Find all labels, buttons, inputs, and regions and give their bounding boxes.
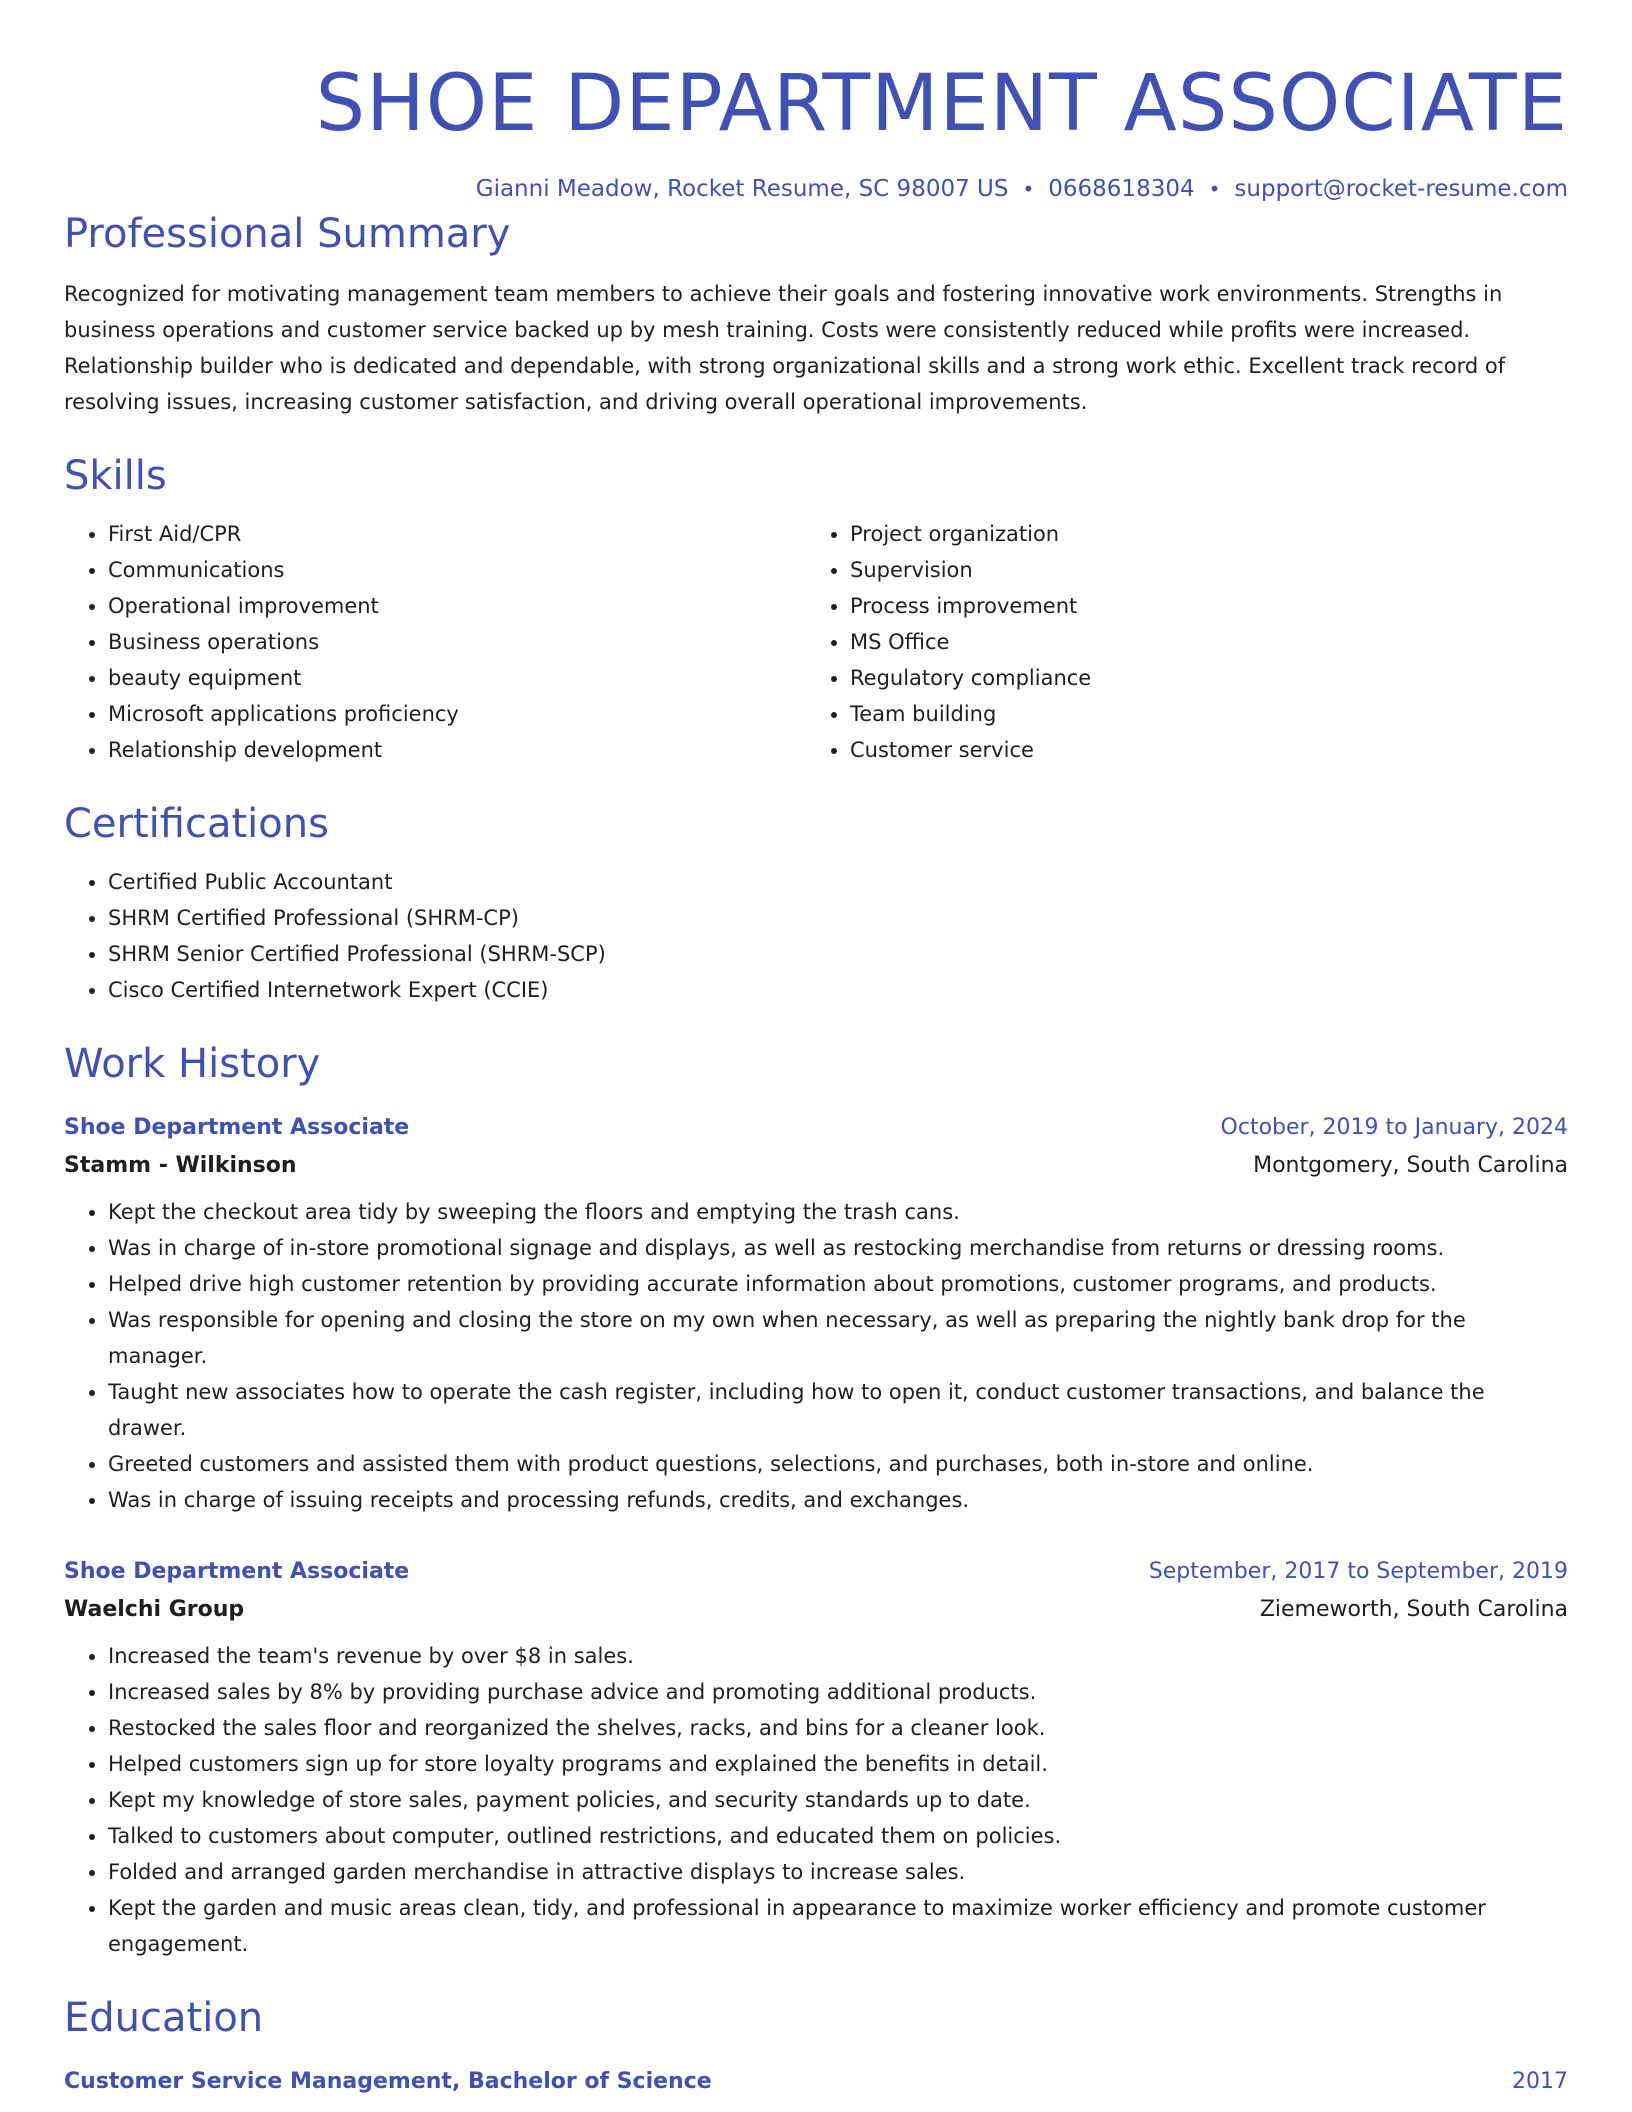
job-location: Montgomery, South Carolina: [1253, 1153, 1568, 1178]
job-bullet: • Kept the garden and music areas clean, tidy, and professional in appearance to maximize worker efficiency and promote customer engagement.: [108, 1890, 1568, 1962]
education-heading: Education: [64, 1995, 264, 2041]
education-section: [64, 1990, 1568, 2100]
summary-text: Recognized for motivating management team members to achieve their goals and fostering innovative work environments. Strengths in business operations and customer service backed up by mesh training. Costs were consistently reduced while profits were increased. Relationship builder who is dedicated and dependable, with strong organizational skills and a strong work ethic. Excellent track record of resolving issues, increasing customer satisfaction, and driving overall operational improvements.: [64, 282, 1506, 414]
job-dates: September, 2017 to September, 2019: [1148, 1559, 1568, 1584]
job-title-row: [64, 1110, 1568, 1146]
job-entry: [64, 1110, 1568, 1518]
job-company: Stamm - Wilkinson: [64, 1153, 297, 1178]
skill-item: • MS Office: [850, 624, 1548, 660]
contact-address: Gianni Meadow, Rocket Resume, SC 98007 US: [475, 176, 1009, 202]
certifications-list: [64, 864, 1568, 1008]
job-bullet: • Increased sales by 8% by providing purchase advice and promoting additional products.: [108, 1674, 1568, 1710]
job-bullet: • Taught new associates how to operate the cash register, including how to open it, conduct customer transactions, and balance the drawer.: [108, 1374, 1568, 1446]
job-bullet: • Talked to customers about computer, outlined restrictions, and educated them on policies.: [108, 1818, 1568, 1854]
job-title: Shoe Department Associate: [64, 1559, 410, 1584]
job-bullet: • Was responsible for opening and closing the store on my own when necessary, as well as preparing the nightly bank drop for the manager.: [108, 1302, 1568, 1374]
contact-phone: 0668618304: [1048, 176, 1195, 202]
job-title: Shoe Department Associate: [64, 1115, 410, 1140]
summary-heading: Professional Summary: [64, 211, 511, 257]
contact-separator: •: [1022, 177, 1035, 201]
skill-item: • Operational improvement: [108, 588, 806, 624]
skill-item: • beauty equipment: [108, 660, 806, 696]
job-bullet: • Kept the checkout area tidy by sweeping the floors and emptying the trash cans.: [108, 1194, 1568, 1230]
job-dates: October, 2019 to January, 2024: [1220, 1115, 1568, 1140]
skills-list-left: [64, 516, 806, 768]
skills-list-right: [806, 516, 1548, 768]
contact-line: [64, 172, 1568, 206]
job-bullet: • Was in charge of in-store promotional signage and displays, as well as restocking merchandise from returns or dressing rooms.: [108, 1230, 1568, 1266]
job-bullets: [64, 1194, 1568, 1518]
job-bullet: • Folded and arranged garden merchandise in attractive displays to increase sales.: [108, 1854, 1568, 1890]
skills-heading: Skills: [64, 453, 167, 499]
certifications-section: [64, 796, 1568, 1008]
job-company-row: [64, 1590, 1568, 1630]
skill-item: • Supervision: [850, 552, 1548, 588]
skill-item: • Communications: [108, 552, 806, 588]
job-bullet: • Increased the team's revenue by over $8 in sales.: [108, 1638, 1568, 1674]
skills-section: [64, 448, 1568, 768]
work-history-section: [64, 1036, 1568, 1962]
contact-email: support@rocket-resume.com: [1234, 176, 1568, 202]
certification-item: • Certified Public Accountant: [108, 864, 1568, 900]
skills-grid: [64, 516, 1568, 768]
work-history-heading: Work History: [64, 1041, 321, 1087]
job-bullet: • Helped customers sign up for store loyalty programs and explained the benefits in detail.: [108, 1746, 1568, 1782]
job-location: Ziemeworth, South Carolina: [1259, 1597, 1568, 1622]
job-bullet: • Was in charge of issuing receipts and processing refunds, credits, and exchanges.: [108, 1482, 1568, 1518]
skill-item: • Customer service: [850, 732, 1548, 768]
contact-separator: •: [1208, 177, 1221, 201]
skill-item: • Relationship development: [108, 732, 806, 768]
skill-item: • Regulatory compliance: [850, 660, 1548, 696]
education-row: [64, 2064, 1568, 2100]
skill-item: • Team building: [850, 696, 1548, 732]
resume-title: SHOE DEPARTMENT ASSOCIATE: [315, 59, 1568, 149]
certifications-heading: Certifications: [64, 801, 329, 847]
skill-item: • Process improvement: [850, 588, 1548, 624]
education-year: 2017: [1512, 2069, 1568, 2094]
skill-item: • Business operations: [108, 624, 806, 660]
skill-item: • Microsoft applications proficiency: [108, 696, 806, 732]
skills-column-right: [806, 516, 1548, 768]
certification-item: • SHRM Certified Professional (SHRM-CP): [108, 900, 1568, 936]
job-company-row: [64, 1146, 1568, 1186]
job-bullet: • Restocked the sales floor and reorganized the shelves, racks, and bins for a cleaner look.: [108, 1710, 1568, 1746]
skill-item: • Project organization: [850, 516, 1548, 552]
skill-item: • First Aid/CPR: [108, 516, 806, 552]
job-bullets: [64, 1638, 1568, 1962]
skills-column-left: [64, 516, 806, 768]
job-entry: [64, 1554, 1568, 1962]
job-bullet: • Kept my knowledge of store sales, payment policies, and security standards up to date.: [108, 1782, 1568, 1818]
resume-header: [64, 56, 1568, 206]
job-bullet: • Helped drive high customer retention by providing accurate information about promotions, customer programs, and products.: [108, 1266, 1568, 1302]
job-title-row: [64, 1554, 1568, 1590]
job-company: Waelchi Group: [64, 1597, 245, 1622]
education-degree: Customer Service Management, Bachelor of Science: [64, 2069, 712, 2094]
certification-item: • Cisco Certified Internetwork Expert (CCIE): [108, 972, 1568, 1008]
certification-item: • SHRM Senior Certified Professional (SHRM-SCP): [108, 936, 1568, 972]
job-bullet: • Greeted customers and assisted them with product questions, selections, and purchases, both in-store and online.: [108, 1446, 1568, 1482]
